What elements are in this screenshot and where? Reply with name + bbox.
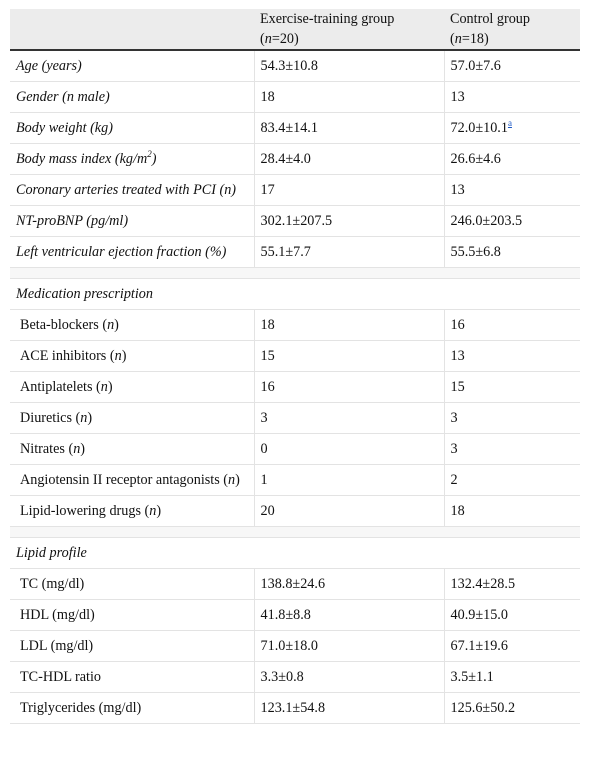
control-value: 13 <box>444 82 580 113</box>
row-label: ACE inhibitors (n) <box>10 341 254 372</box>
control-value: 3 <box>444 434 580 465</box>
table-row <box>10 50 580 82</box>
table-row <box>10 206 580 237</box>
row-label: TC (mg/dl) <box>10 569 254 600</box>
exercise-value: 302.1±207.5 <box>254 206 444 237</box>
exercise-value: 28.4±4.0 <box>254 144 444 175</box>
control-value: 15 <box>444 372 580 403</box>
section-spacer <box>10 527 580 538</box>
control-value: 13 <box>444 341 580 372</box>
exercise-value: 18 <box>254 82 444 113</box>
control-value: 72.0±10.1$^a$ <box>444 113 580 144</box>
exercise-value: 41.8±8.8 <box>254 600 444 631</box>
exercise-value: 3 <box>254 403 444 434</box>
row-label: NT-proBNP (pg/ml) <box>10 206 254 237</box>
section-title-medication: Medication prescription <box>10 279 580 310</box>
table-header-row <box>10 9 580 50</box>
table-row <box>10 434 580 465</box>
row-label: Angiotensin II receptor antagonists (n) <box>10 465 254 496</box>
control-value: 55.5±6.8 <box>444 237 580 268</box>
exercise-value: 55.1±7.7 <box>254 237 444 268</box>
row-label: Coronary arteries treated with PCI (n) <box>10 175 254 206</box>
row-label: Beta-blockers (n) <box>10 310 254 341</box>
control-value: 125.6±50.2 <box>444 693 580 724</box>
control-value: 40.9±15.0 <box>444 600 580 631</box>
control-value: 2 <box>444 465 580 496</box>
exercise-value: 1 <box>254 465 444 496</box>
table-row <box>10 310 580 341</box>
control-value: 57.0±7.6 <box>444 50 580 82</box>
table-row <box>10 496 580 527</box>
header-exercise-group: Exercise-training group (n=20) <box>254 9 444 50</box>
control-value: 3.5±1.1 <box>444 662 580 693</box>
control-value: 16 <box>444 310 580 341</box>
table-container <box>10 9 580 724</box>
table-row <box>10 631 580 662</box>
row-label: TC-HDL ratio <box>10 662 254 693</box>
exercise-value: 20 <box>254 496 444 527</box>
footnote-link[interactable]: a <box>507 118 512 128</box>
row-label: Body mass index $(kg/m^2)$ <box>10 144 254 175</box>
table-row <box>10 662 580 693</box>
table-row <box>10 600 580 631</box>
exercise-value: 15 <box>254 341 444 372</box>
table-row <box>10 403 580 434</box>
exercise-value: 71.0±18.0 <box>254 631 444 662</box>
section-spacer <box>10 268 580 279</box>
row-label: Gender (n male) <box>10 82 254 113</box>
exercise-value: 18 <box>254 310 444 341</box>
control-value: 26.6±4.6 <box>444 144 580 175</box>
row-label: Body weight (kg) <box>10 113 254 144</box>
baseline-characteristics-table <box>10 9 580 724</box>
control-value: 67.1±19.6 <box>444 631 580 662</box>
table-row <box>10 237 580 268</box>
control-value: 3 <box>444 403 580 434</box>
row-label: LDL (mg/dl) <box>10 631 254 662</box>
header-empty-cell <box>10 9 254 50</box>
control-value: 246.0±203.5 <box>444 206 580 237</box>
row-label: Left ventricular ejection fraction (%) <box>10 237 254 268</box>
table-row <box>10 465 580 496</box>
row-label: Age (years) <box>10 50 254 82</box>
row-label: HDL (mg/dl) <box>10 600 254 631</box>
table-row <box>10 175 580 206</box>
header-control-group: Control group (n=18) <box>444 9 580 50</box>
section-title-lipid: Lipid profile <box>10 538 580 569</box>
row-label: Antiplatelets (n) <box>10 372 254 403</box>
table-row <box>10 144 580 175</box>
exercise-value: 54.3±10.8 <box>254 50 444 82</box>
control-value: 13 <box>444 175 580 206</box>
exercise-value: 123.1±54.8 <box>254 693 444 724</box>
exercise-value: 138.8±24.6 <box>254 569 444 600</box>
row-label: Lipid-lowering drugs (n) <box>10 496 254 527</box>
exercise-value: 16 <box>254 372 444 403</box>
exercise-value: 17 <box>254 175 444 206</box>
exercise-value: 0 <box>254 434 444 465</box>
table-row <box>10 113 580 144</box>
table-row <box>10 372 580 403</box>
row-label: Triglycerides (mg/dl) <box>10 693 254 724</box>
exercise-value: 83.4±14.1 <box>254 113 444 144</box>
row-label: Diuretics (n) <box>10 403 254 434</box>
control-value: 132.4±28.5 <box>444 569 580 600</box>
exercise-value: 3.3±0.8 <box>254 662 444 693</box>
table-row <box>10 569 580 600</box>
section-header-row <box>10 279 580 310</box>
table-row <box>10 341 580 372</box>
table-row <box>10 693 580 724</box>
row-label: Nitrates (n) <box>10 434 254 465</box>
control-value: 18 <box>444 496 580 527</box>
section-header-row <box>10 538 580 569</box>
table-row <box>10 82 580 113</box>
